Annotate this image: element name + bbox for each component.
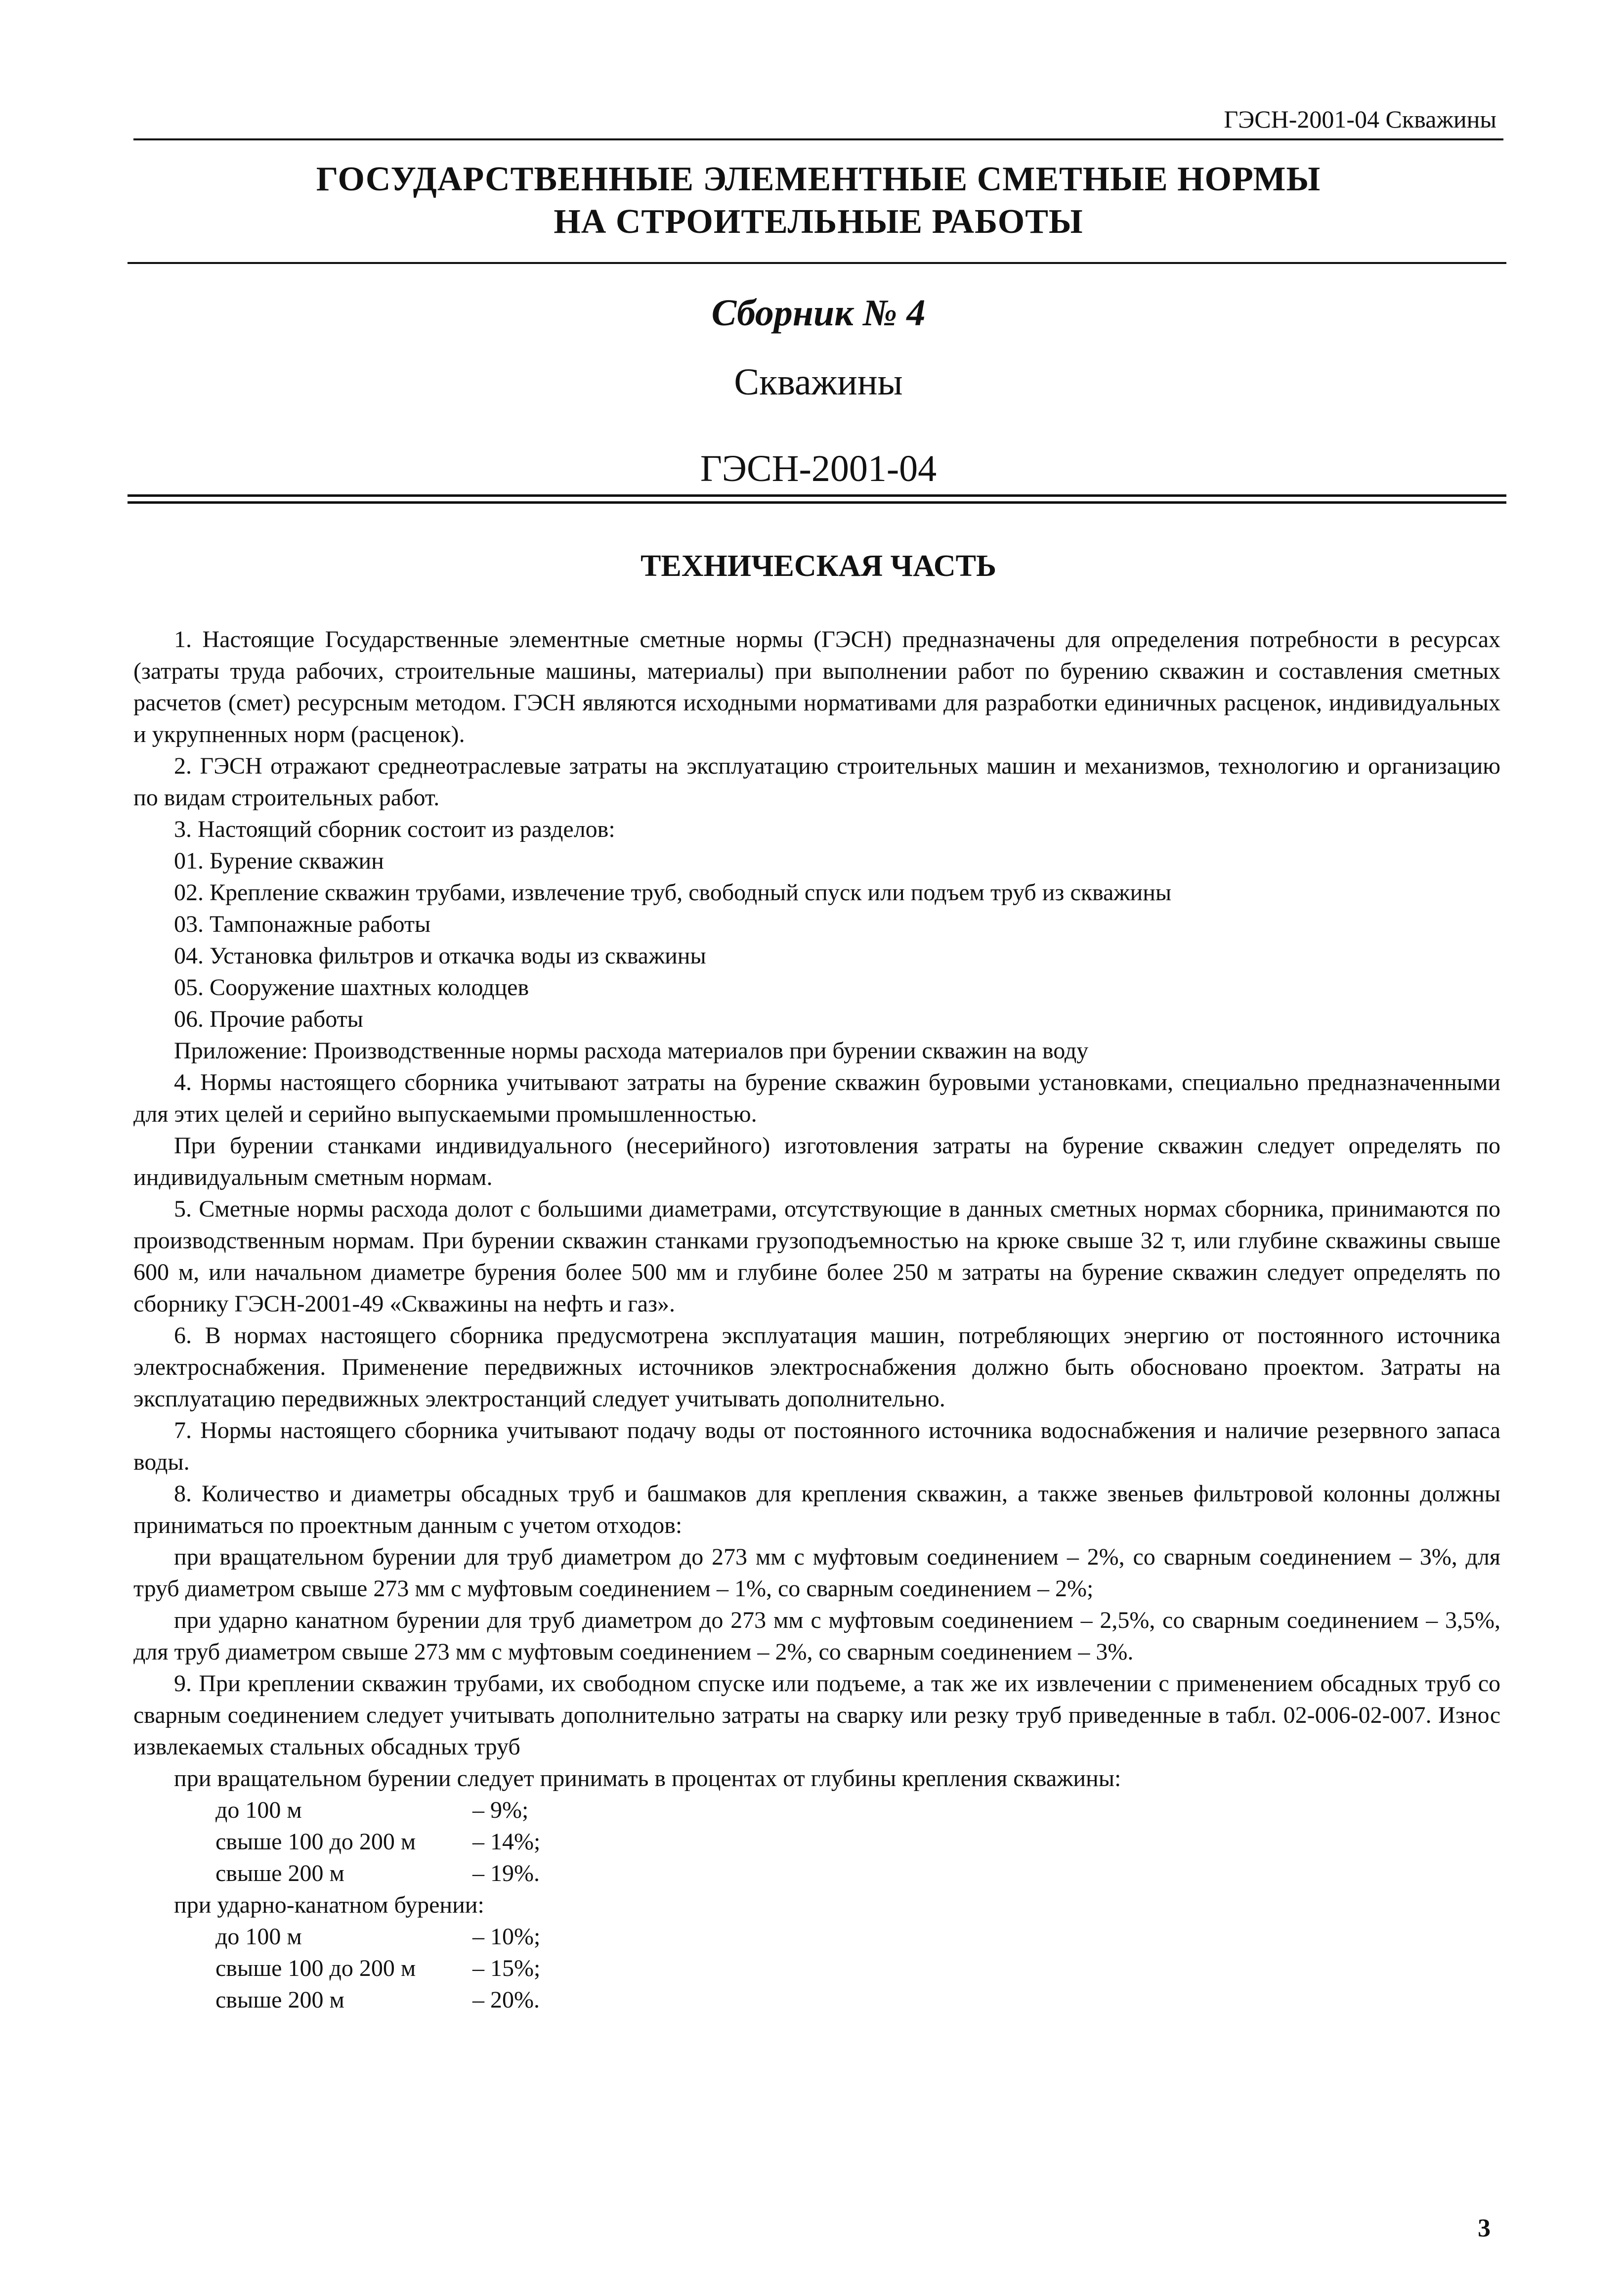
- paragraph-6: 6. В нормах настоящего сборника предусмотрена эксплуатация машин, потребляющих энергию от постоянного источника электроснабжения. Применение передвижных источников электроснабжения должно быть обосновано проектом. Затраты на эксплуатацию передвижных электростанций следует учитывать дополнительно.: [133, 1322, 1500, 1412]
- depth-label: до 100 м: [215, 1797, 302, 1823]
- section-title: ТЕХНИЧЕСКАЯ ЧАСТЬ: [641, 549, 996, 583]
- section-list-item: 02. Крепление скважин трубами, извлечение труб, свободный спуск или подъем труб из скважины: [174, 879, 1172, 906]
- appendix-line: Приложение: Производственные нормы расхода материалов при бурении скважин на воду: [174, 1038, 1089, 1064]
- section-list-item: 01. Бурение скважин: [174, 848, 384, 874]
- main-title: [133, 158, 1503, 243]
- paragraph-8-percussion: при ударно канатном бурении для труб диаметром до 273 мм с муфтовым соединением – 2,5%, со сварным соединением – 3,5%, для труб диаметром свыше 273 мм с муфтовым соединением – 2%, со сварным соединением – 3%.: [133, 1607, 1500, 1665]
- technical-part-body: [133, 624, 1500, 2016]
- list-item: [133, 1826, 1500, 1858]
- section-list-item: 06. Прочие работы: [174, 1006, 363, 1032]
- paragraph-5: 5. Сметные нормы расхода долот с большими диаметрами, отсутствующие в данных сметных нормах сборника, принимаются по производственным нормам. При бурении скважин станками грузоподъемностью на крюке свыше 32 т, или глубине скважины свыше 600 м, или начальном диаметре бурения более 500 мм и глубине более 250 м затраты на бурение скважин следует определять по сборнику ГЭСН-2001-49 «Скважины на нефть и газ».: [133, 1196, 1500, 1317]
- depth-label: свыше 100 до 200 м: [215, 1955, 416, 1981]
- running-header: ГЭСН-2001-04 Скважины: [1224, 105, 1496, 133]
- section-list-item: 04. Установка фильтров и откачка воды из скважины: [174, 943, 706, 969]
- list-item: [133, 1794, 1500, 1826]
- paragraph-1: 1. Настоящие Государственные элементные сметные нормы (ГЭСН) предназначены для определения потребности в ресурсах (затраты труда рабочих, строительные машины, материалы) при выполнении работ по бурению скважин и составления сметных расчетов (смет) ресурсным методом. ГЭСН являются исходными нормативами для разработки единичных расценок, индивидуальных и укрупненных норм (расценок).: [133, 626, 1500, 747]
- wear-value: – 10%;: [472, 1924, 541, 1950]
- main-title-line-2: НА СТРОИТЕЛЬНЫЕ РАБОТЫ: [554, 203, 1083, 241]
- wear-value: – 20%.: [472, 1987, 540, 2013]
- list-item: [133, 1921, 1500, 1953]
- percussion-intro: при ударно-канатном бурении:: [174, 1892, 484, 1918]
- double-rule-bottom: [128, 501, 1506, 504]
- norm-code: ГЭСН-2001-04: [700, 448, 937, 489]
- title-rule: [128, 262, 1506, 264]
- collection-number: Сборник № 4: [711, 292, 926, 334]
- depth-label: свыше 100 до 200 м: [215, 1829, 416, 1855]
- section-list-item: 03. Тампонажные работы: [174, 911, 431, 937]
- paragraph-8-rotary: при вращательном бурении для труб диаметром до 273 мм с муфтовым соединением – 2%, со сварным соединением – 3%, для труб диаметром свыше 273 мм с муфтовым соединением – 1%, со сварным соединением – 2%;: [133, 1544, 1500, 1602]
- rotary-intro: при вращательном бурении следует принимать в процентах от глубины крепления скважины:: [174, 1765, 1121, 1792]
- depth-label: до 100 м: [215, 1924, 302, 1950]
- depth-label: свыше 200 м: [215, 1860, 344, 1886]
- header-rule: [133, 138, 1503, 140]
- list-item: [133, 1953, 1500, 1984]
- section-list-item: 05. Сооружение шахтных колодцев: [174, 974, 529, 1001]
- paragraph-3: 3. Настоящий сборник состоит из разделов:: [174, 816, 615, 842]
- paragraph-2: 2. ГЭСН отражают среднеотраслевые затраты на эксплуатацию строительных машин и механизмов, технологию и организацию по видам строительных работ.: [133, 753, 1500, 811]
- percussion-wear-list: [133, 1921, 1500, 2016]
- paragraph-4: 4. Нормы настоящего сборника учитывают затраты на бурение скважин буровыми установками, специально предназначенными для этих целей и серийно выпускаемыми промышленностью.: [133, 1069, 1500, 1127]
- list-item: [133, 1984, 1500, 2016]
- page-number: 3: [1478, 2214, 1491, 2242]
- wear-value: – 14%;: [472, 1829, 541, 1855]
- rotary-wear-list: [133, 1794, 1500, 1889]
- paragraph-4-continued: При бурении станками индивидуального (несерийного) изготовления затраты на бурение скважин следует определять по индивидуальным сметным нормам.: [133, 1133, 1500, 1190]
- paragraph-7: 7. Нормы настоящего сборника учитывают подачу воды от постоянного источника водоснабжения и наличие резервного запаса воды.: [133, 1417, 1500, 1475]
- paragraph-8: 8. Количество и диаметры обсадных труб и башмаков для крепления скважин, а также звеньев фильтровой колонны должны приниматься по проектным данным с учетом отходов:: [133, 1481, 1500, 1538]
- wear-value: – 19%.: [472, 1860, 540, 1886]
- wear-value: – 9%;: [472, 1797, 529, 1823]
- wear-value: – 15%;: [472, 1955, 541, 1981]
- main-title-line-1: ГОСУДАРСТВЕННЫЕ ЭЛЕМЕНТНЫЕ СМЕТНЫЕ НОРМЫ: [316, 160, 1321, 198]
- double-rule-top: [128, 494, 1506, 497]
- paragraph-9: 9. При креплении скважин трубами, их свободном спуске или подъеме, а так же их извлечении с применением обсадных труб со сварным соединением следует учитывать дополнительно затраты на сварку или резку труб приведенные в табл. 02-006-02-007. Износ извлекаемых стальных обсадных труб: [133, 1670, 1500, 1760]
- collection-subject: Скважины: [734, 361, 903, 403]
- list-item: [133, 1858, 1500, 1889]
- depth-label: свыше 200 м: [215, 1987, 344, 2013]
